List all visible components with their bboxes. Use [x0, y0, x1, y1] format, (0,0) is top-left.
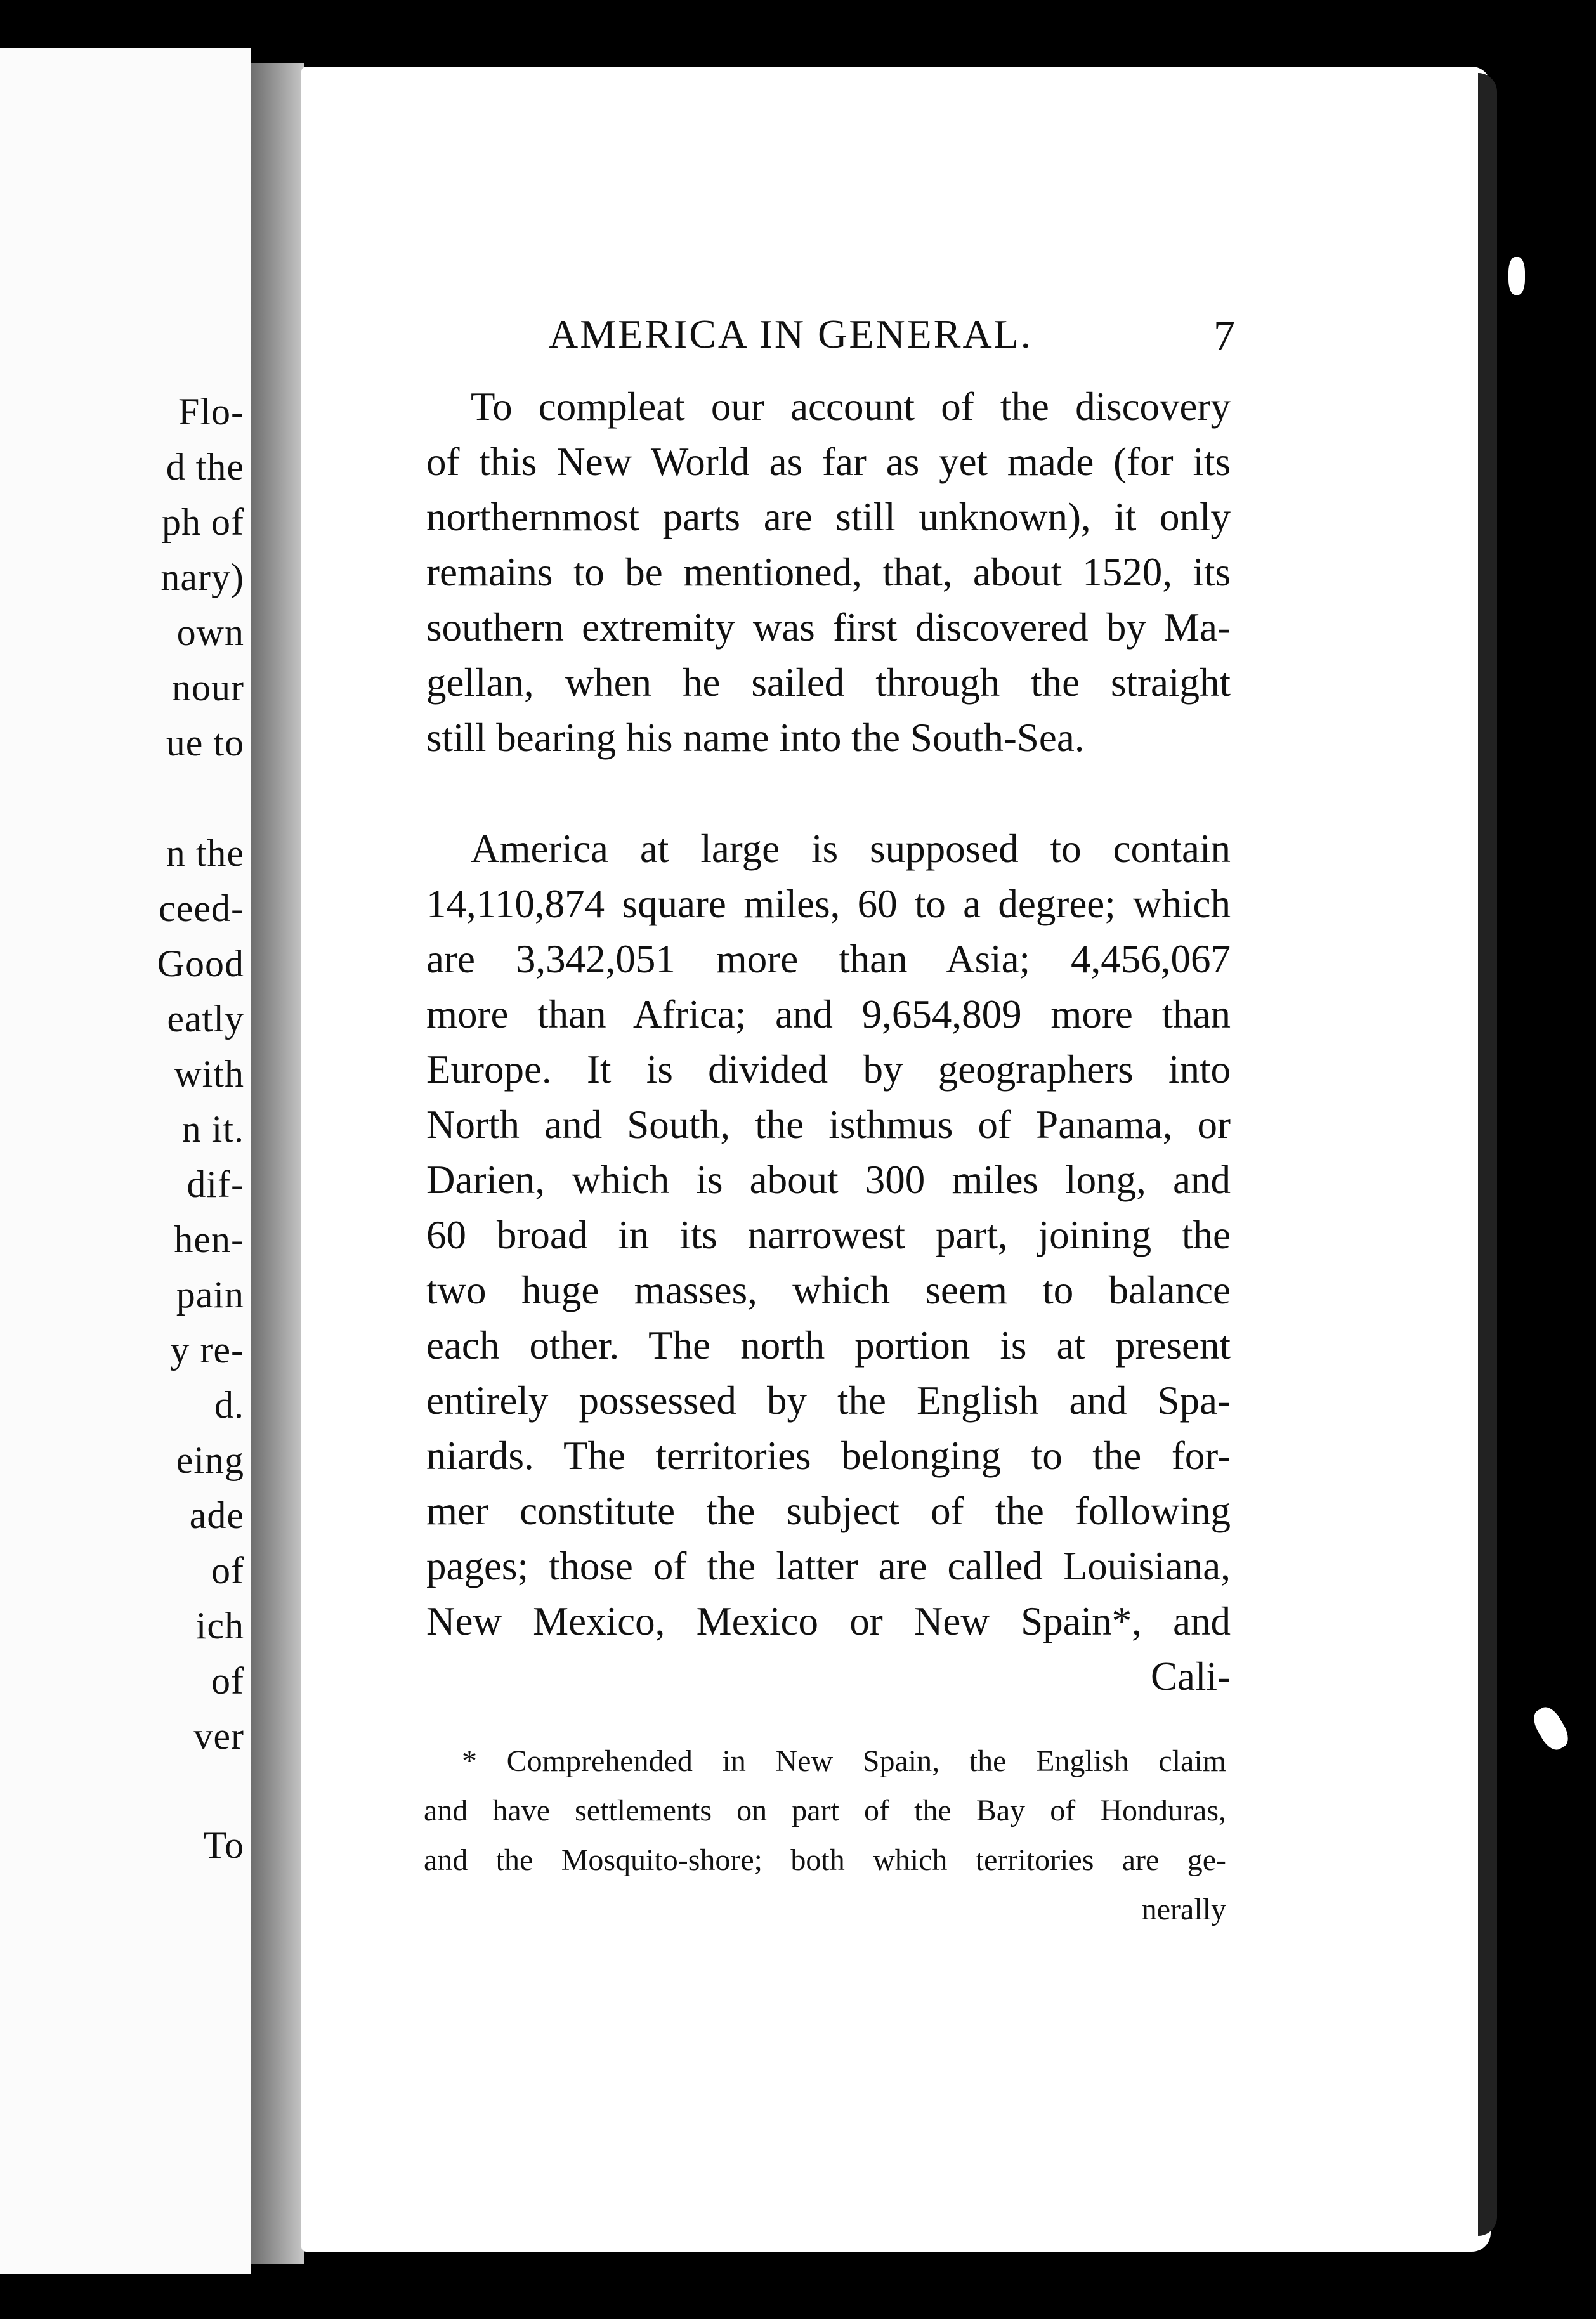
footnote-line: and have settlements on part of the Bay of Honduras,	[424, 1794, 1226, 1827]
scan-speck	[1529, 1703, 1573, 1754]
page-edge-shadow	[1478, 73, 1497, 2236]
left-facing-page	[0, 48, 251, 2274]
left-fragment: with	[174, 1053, 244, 1095]
left-fragment: ph of	[162, 501, 244, 543]
text-line: gellan, when he sailed through the straight	[426, 660, 1231, 705]
text-line: To compleat our account of the discovery	[471, 384, 1231, 429]
left-fragment: hen-	[174, 1218, 244, 1260]
left-fragment: eatly	[167, 998, 244, 1040]
text-line: pages; those of the latter are called Louisiana,	[426, 1544, 1231, 1588]
text-line: North and South, the isthmus of Panama, or	[426, 1102, 1231, 1147]
left-fragment: nour	[172, 667, 244, 709]
text-line: mer constitute the subject of the following	[426, 1489, 1231, 1533]
left-fragment: Flo-	[178, 391, 244, 433]
left-fragment: nary)	[160, 556, 244, 598]
paragraph-1	[426, 379, 1231, 766]
paragraph-2	[426, 821, 1231, 1704]
text-line: of this New World as far as yet made (for its	[426, 440, 1231, 484]
text-line: southern extremity was first discovered by Ma-	[426, 605, 1231, 650]
text-line: niards. The territories belonging to the for-	[426, 1434, 1231, 1478]
left-fragment: y re-	[170, 1329, 244, 1371]
scan-speck	[1508, 257, 1525, 295]
text-line: 60 broad in its narrowest part, joining the	[426, 1213, 1231, 1257]
page-number: 7	[1213, 311, 1237, 360]
left-fragment: of	[211, 1550, 244, 1591]
book-gutter	[251, 63, 304, 2264]
left-fragment: n it.	[181, 1108, 244, 1150]
left-fragment: n the	[166, 832, 244, 874]
left-fragment: ceed-	[159, 887, 244, 929]
left-fragment: dif-	[186, 1163, 244, 1205]
text-line: remains to be mentioned, that, about 1520, its	[426, 550, 1231, 594]
text-line: America at large is supposed to contain	[471, 826, 1231, 871]
text-line: 14,110,874 square miles, 60 to a degree; which	[426, 882, 1231, 926]
left-fragment: of	[211, 1660, 244, 1702]
text-line: entirely possessed by the English and Spa-	[426, 1378, 1231, 1423]
left-fragment: d.	[214, 1384, 244, 1426]
left-fragment: eing	[176, 1439, 244, 1481]
text-line: are 3,342,051 more than Asia; 4,456,067	[426, 937, 1231, 981]
left-fragment: pain	[176, 1274, 244, 1316]
header-title: AMERICA IN GENERAL.	[549, 311, 1033, 356]
left-fragment: ver	[193, 1715, 244, 1757]
left-fragment: To	[203, 1824, 244, 1866]
footnote-line: and the Mosquito-shore; both which territories are ge-	[424, 1843, 1226, 1877]
catchword: Cali-	[1151, 1654, 1231, 1699]
text-line: each other. The north portion is at present	[426, 1323, 1231, 1368]
left-fragment: ue to	[166, 722, 244, 764]
left-fragment: ade	[189, 1494, 244, 1536]
text-line: more than Africa; and 9,654,809 more than	[426, 992, 1231, 1036]
left-fragment: d the	[166, 446, 244, 488]
footnote-line: * Comprehended in New Spain, the English claim	[462, 1744, 1226, 1778]
text-line: two huge masses, which seem to balance	[426, 1268, 1231, 1312]
left-fragment: ich	[195, 1605, 244, 1647]
text-line: Darien, which is about 300 miles long, and	[426, 1158, 1231, 1202]
footnote	[424, 1737, 1226, 1935]
left-fragment: own	[176, 611, 244, 653]
text-line: Europe. It is divided by geographers into	[426, 1047, 1231, 1092]
text-line: New Mexico, Mexico or New Spain*, and	[426, 1599, 1231, 1643]
footnote-line: nerally	[1141, 1893, 1226, 1926]
left-fragment: Good	[157, 943, 244, 984]
text-line: northernmost parts are still unknown), it only	[426, 495, 1231, 539]
text-line: still bearing his name into the South-Sea.	[426, 715, 1085, 760]
